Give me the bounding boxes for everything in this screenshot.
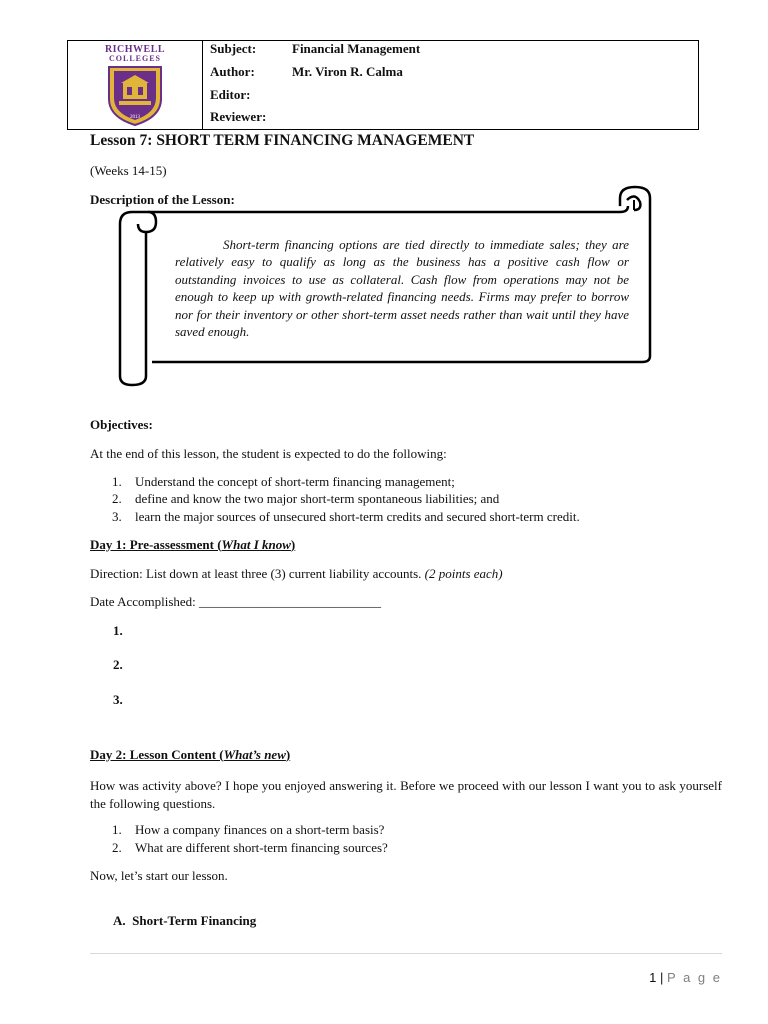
editor-row xyxy=(210,87,292,103)
description-heading: Description of the Lesson: xyxy=(90,192,235,207)
author-label: Author: xyxy=(210,64,255,79)
objectives-list xyxy=(112,474,712,526)
day1-heading xyxy=(90,537,295,553)
section-a-heading: A. Short-Term Financing xyxy=(113,913,257,928)
day1-heading-suffix: ) xyxy=(290,537,296,552)
list-item-number: 1. xyxy=(112,822,122,837)
subject-row xyxy=(210,41,420,57)
answer-line-2: 2. xyxy=(113,657,123,672)
page-label: P a g e xyxy=(667,970,722,985)
subject-value: Financial Management xyxy=(292,41,421,56)
day1-direction-text: Direction: List down at least three (3) current liability accounts. xyxy=(90,566,422,581)
footer-divider xyxy=(90,953,722,954)
reviewer-label: Reviewer: xyxy=(210,109,267,124)
objectives-intro: At the end of this lesson, the student is expected to do the following: xyxy=(90,446,447,461)
day1-direction xyxy=(90,566,503,582)
day2-paragraph: How was activity above? I hope you enjoyed answering it. Before we proceed with our lesson I want you to ask yourself the following questions. xyxy=(90,778,722,811)
list-item-number: 2. xyxy=(112,491,122,506)
list-item-number: 2. xyxy=(112,840,122,855)
list-item-text: define and know the two major short-term spontaneous liabilities; and xyxy=(135,491,500,506)
day1-heading-italic: What I know xyxy=(221,537,291,552)
page-footer xyxy=(649,970,722,985)
description-text xyxy=(175,236,629,340)
list-item-text: Understand the concept of short-term financing management; xyxy=(135,474,455,489)
logo-text-sub: COLLEGES xyxy=(108,54,161,63)
description-text-body: Short-term financing options are tied directly to immediate sales; they are relatively easy to qualify as long as the business has a positive cash flow or outstanding invoices to use as collateral. Cash flow from operations may not be enough to keep up with growth-related financing needs. Firms may prefer to borrow nor for their inventory or other short-term asset needs rather than wait until they have saved enough. xyxy=(175,237,629,340)
day2-heading-italic: What’s new xyxy=(223,747,286,762)
list-item xyxy=(112,822,712,840)
list-item xyxy=(112,840,712,858)
editor-label: Editor: xyxy=(210,87,251,102)
logo-cell xyxy=(68,41,203,129)
answer-line-3: 3. xyxy=(113,692,123,707)
author-row xyxy=(210,64,403,80)
list-item-text: learn the major sources of unsecured short-term credits and secured short-term credit. xyxy=(135,509,580,524)
list-item xyxy=(112,491,712,509)
header-table xyxy=(67,40,699,130)
list-item xyxy=(112,474,712,491)
page-separator: | xyxy=(660,970,664,985)
list-item-text: What are different short-term financing sources? xyxy=(135,840,388,855)
list-item-number: 3. xyxy=(112,509,122,524)
subject-label: Subject: xyxy=(210,41,257,56)
day2-heading-suffix: ) xyxy=(285,747,291,762)
day2-heading-prefix: Day 2: Lesson Content ( xyxy=(90,747,224,762)
page-number: 1 xyxy=(649,970,657,985)
day1-heading-prefix: Day 1: Pre-assessment ( xyxy=(90,537,222,552)
logo-text-top: RICHWELL xyxy=(104,44,166,55)
author-value: Mr. Viron R. Calma xyxy=(292,64,403,79)
day2-heading xyxy=(90,747,290,763)
start-lesson-text: Now, let’s start our lesson. xyxy=(90,868,228,883)
list-item-text: How a company finances on a short-term basis? xyxy=(135,822,385,837)
questions-list xyxy=(112,822,712,858)
date-accomplished: Date Accomplished: ____________________________ xyxy=(90,594,382,609)
day1-direction-points: (2 points each) xyxy=(424,566,503,581)
reviewer-row xyxy=(210,109,292,125)
list-item xyxy=(112,509,712,526)
objectives-heading: Objectives: xyxy=(90,417,153,432)
lesson-title: Lesson 7: SHORT TERM FINANCING MANAGEMENT xyxy=(90,132,475,149)
answer-line-1: 1. xyxy=(113,623,123,638)
logo-year: 2013 xyxy=(130,115,140,120)
list-item-number: 1. xyxy=(112,474,122,489)
lesson-weeks: (Weeks 14-15) xyxy=(90,163,167,178)
